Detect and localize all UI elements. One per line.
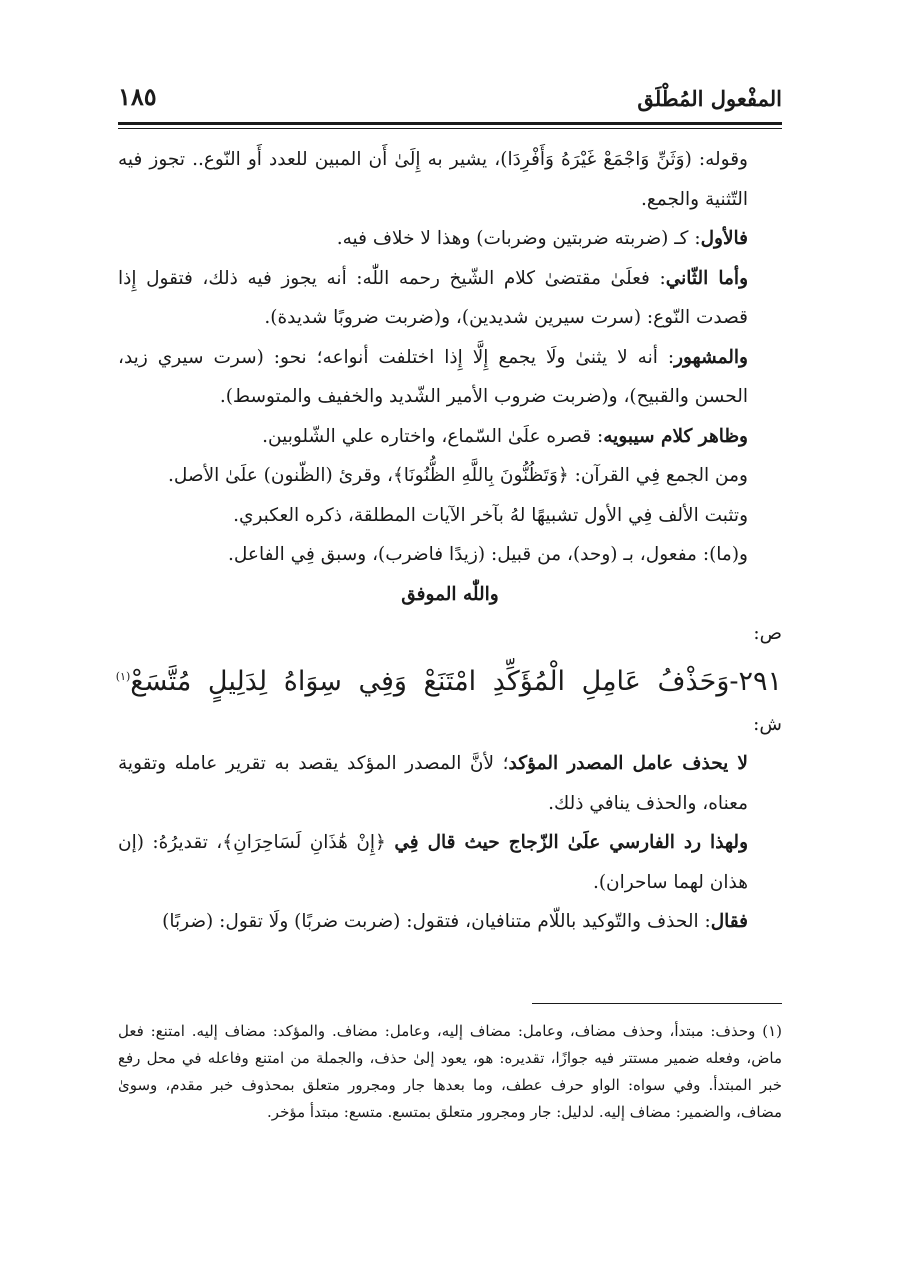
footnote-1: (١) وحذف: مبتدأ، وحذف مضاف، وعامل: مضاف إليه، وعامل: مضاف. والمؤكد: مضاف إليه. امتنع: فعل ماض، وفعله ضمير مستتر فيه جوازًا، تقديره: هو، يعود إلىٰ حذف، والجملة من امتنع وفاعله في محل رفع خبر المبتدأ. وفي سواه: الواو حرف عطف، وما بعدها جار ومجرور متعلق بمحذوف خبر مقدم، وسوىٰ مضاف، والضمير: مضاف إليه. لدليل: جار ومجرور متعلق بمتسع. متسع: مبتدأ مؤخر. xyxy=(118,1022,782,1121)
paragraph: وتثبت الألف فِي الأول تشبيهًا لهُ بآخر الآيات المطلقة، ذكره العكبري. xyxy=(233,504,748,526)
paragraph: لا يحذف عامل المصدر المؤكد؛ لأنَّ المصدر المؤكد يقصد به تقرير عامله وتقوية معناه، والحذف ينافي ذلك. xyxy=(118,753,748,814)
paragraph: وأما الثّاني: فعلَىٰ مقتضىٰ كلام الشّيخ رحمه اللّٰه: أنه يجوز فيه ذلك، فتقول إِذا قصدت النّوع: (سرت سيرين شديدين)، و(ضربت ضروبًا شديدة). xyxy=(118,267,748,328)
paragraph: و(ما): مفعول، بـ (وحد)، من قبيل: (زيدًا فاضرب)، وسبق فِي الفاعل. xyxy=(228,544,748,565)
paragraph: ولهذا رد الفارسي علَىٰ الزّجاج حيث قال فِي ﴿إِنْ هَٰذَانِ لَسَاحِرَانِ﴾، تقديرُهُ: (إن هذان لهما ساحران). xyxy=(118,832,748,893)
footnote-marker: (١) xyxy=(115,669,131,683)
page-number: ١٨٥ xyxy=(118,82,157,111)
alfiyya-verse xyxy=(115,654,782,705)
shin-label: ش: xyxy=(753,713,782,735)
page-header xyxy=(118,80,782,120)
verse-text: ٢٩١-وَحَذْفُ عَامِلِ الْمُؤَكِّدِ امْتَنَعْ وَفِي سِوَاهُ لِدَلِيلٍ مُتَّسَعْ xyxy=(130,665,782,697)
footnotes xyxy=(118,1018,782,1126)
paragraph: وقوله: (وَثَنِّ وَاجْمَعْ غَيْرَهُ وَأَفْرِدَا)، يشير به إِلَىٰ أَن المبين للعدد أَو النّوع.. تجوز فيه التّثنية والجمع. xyxy=(118,149,748,210)
paragraph: فالأول: كـ (ضربته ضربتين وضربات) وهذا لا خلاف فيه. xyxy=(336,228,748,249)
header-rule-thin xyxy=(118,128,782,129)
paragraph: ومن الجمع فِي القرآن: ﴿وَتَظُنُّونَ بِاللَّهِ الظُّنُونَا﴾، وقرئ (الظّنون) علَىٰ الأصل. xyxy=(168,465,748,486)
sad-label: ص: xyxy=(753,623,782,644)
paragraph: وظاهر كلام سيبويه: قصره علَىٰ السّماع، واختاره علي الشّلوبين. xyxy=(262,425,748,447)
paragraph: والمشهور: أنه لا يثنىٰ ولَا يجمع إِلَّا إِذا اختلفت أنواعه؛ نحو: (سرت سيري زيد، الحسن والقبيح)، و(ضربت ضروب الأمير الشّديد والخفيف والمتوسط). xyxy=(118,346,748,407)
header-rule-thick xyxy=(118,122,782,125)
closing-phrase: واللّٰه الموفق xyxy=(401,583,499,605)
footnote-separator xyxy=(532,1003,782,1004)
running-title: المفْعول المُطْلَق xyxy=(637,86,782,111)
paragraph: فقال: الحذف والتّوكيد باللّام متنافيان، فتقول: (ضربت ضربًا) ولَا تقول: (ضربًا) xyxy=(162,911,748,932)
main-text xyxy=(115,140,782,942)
